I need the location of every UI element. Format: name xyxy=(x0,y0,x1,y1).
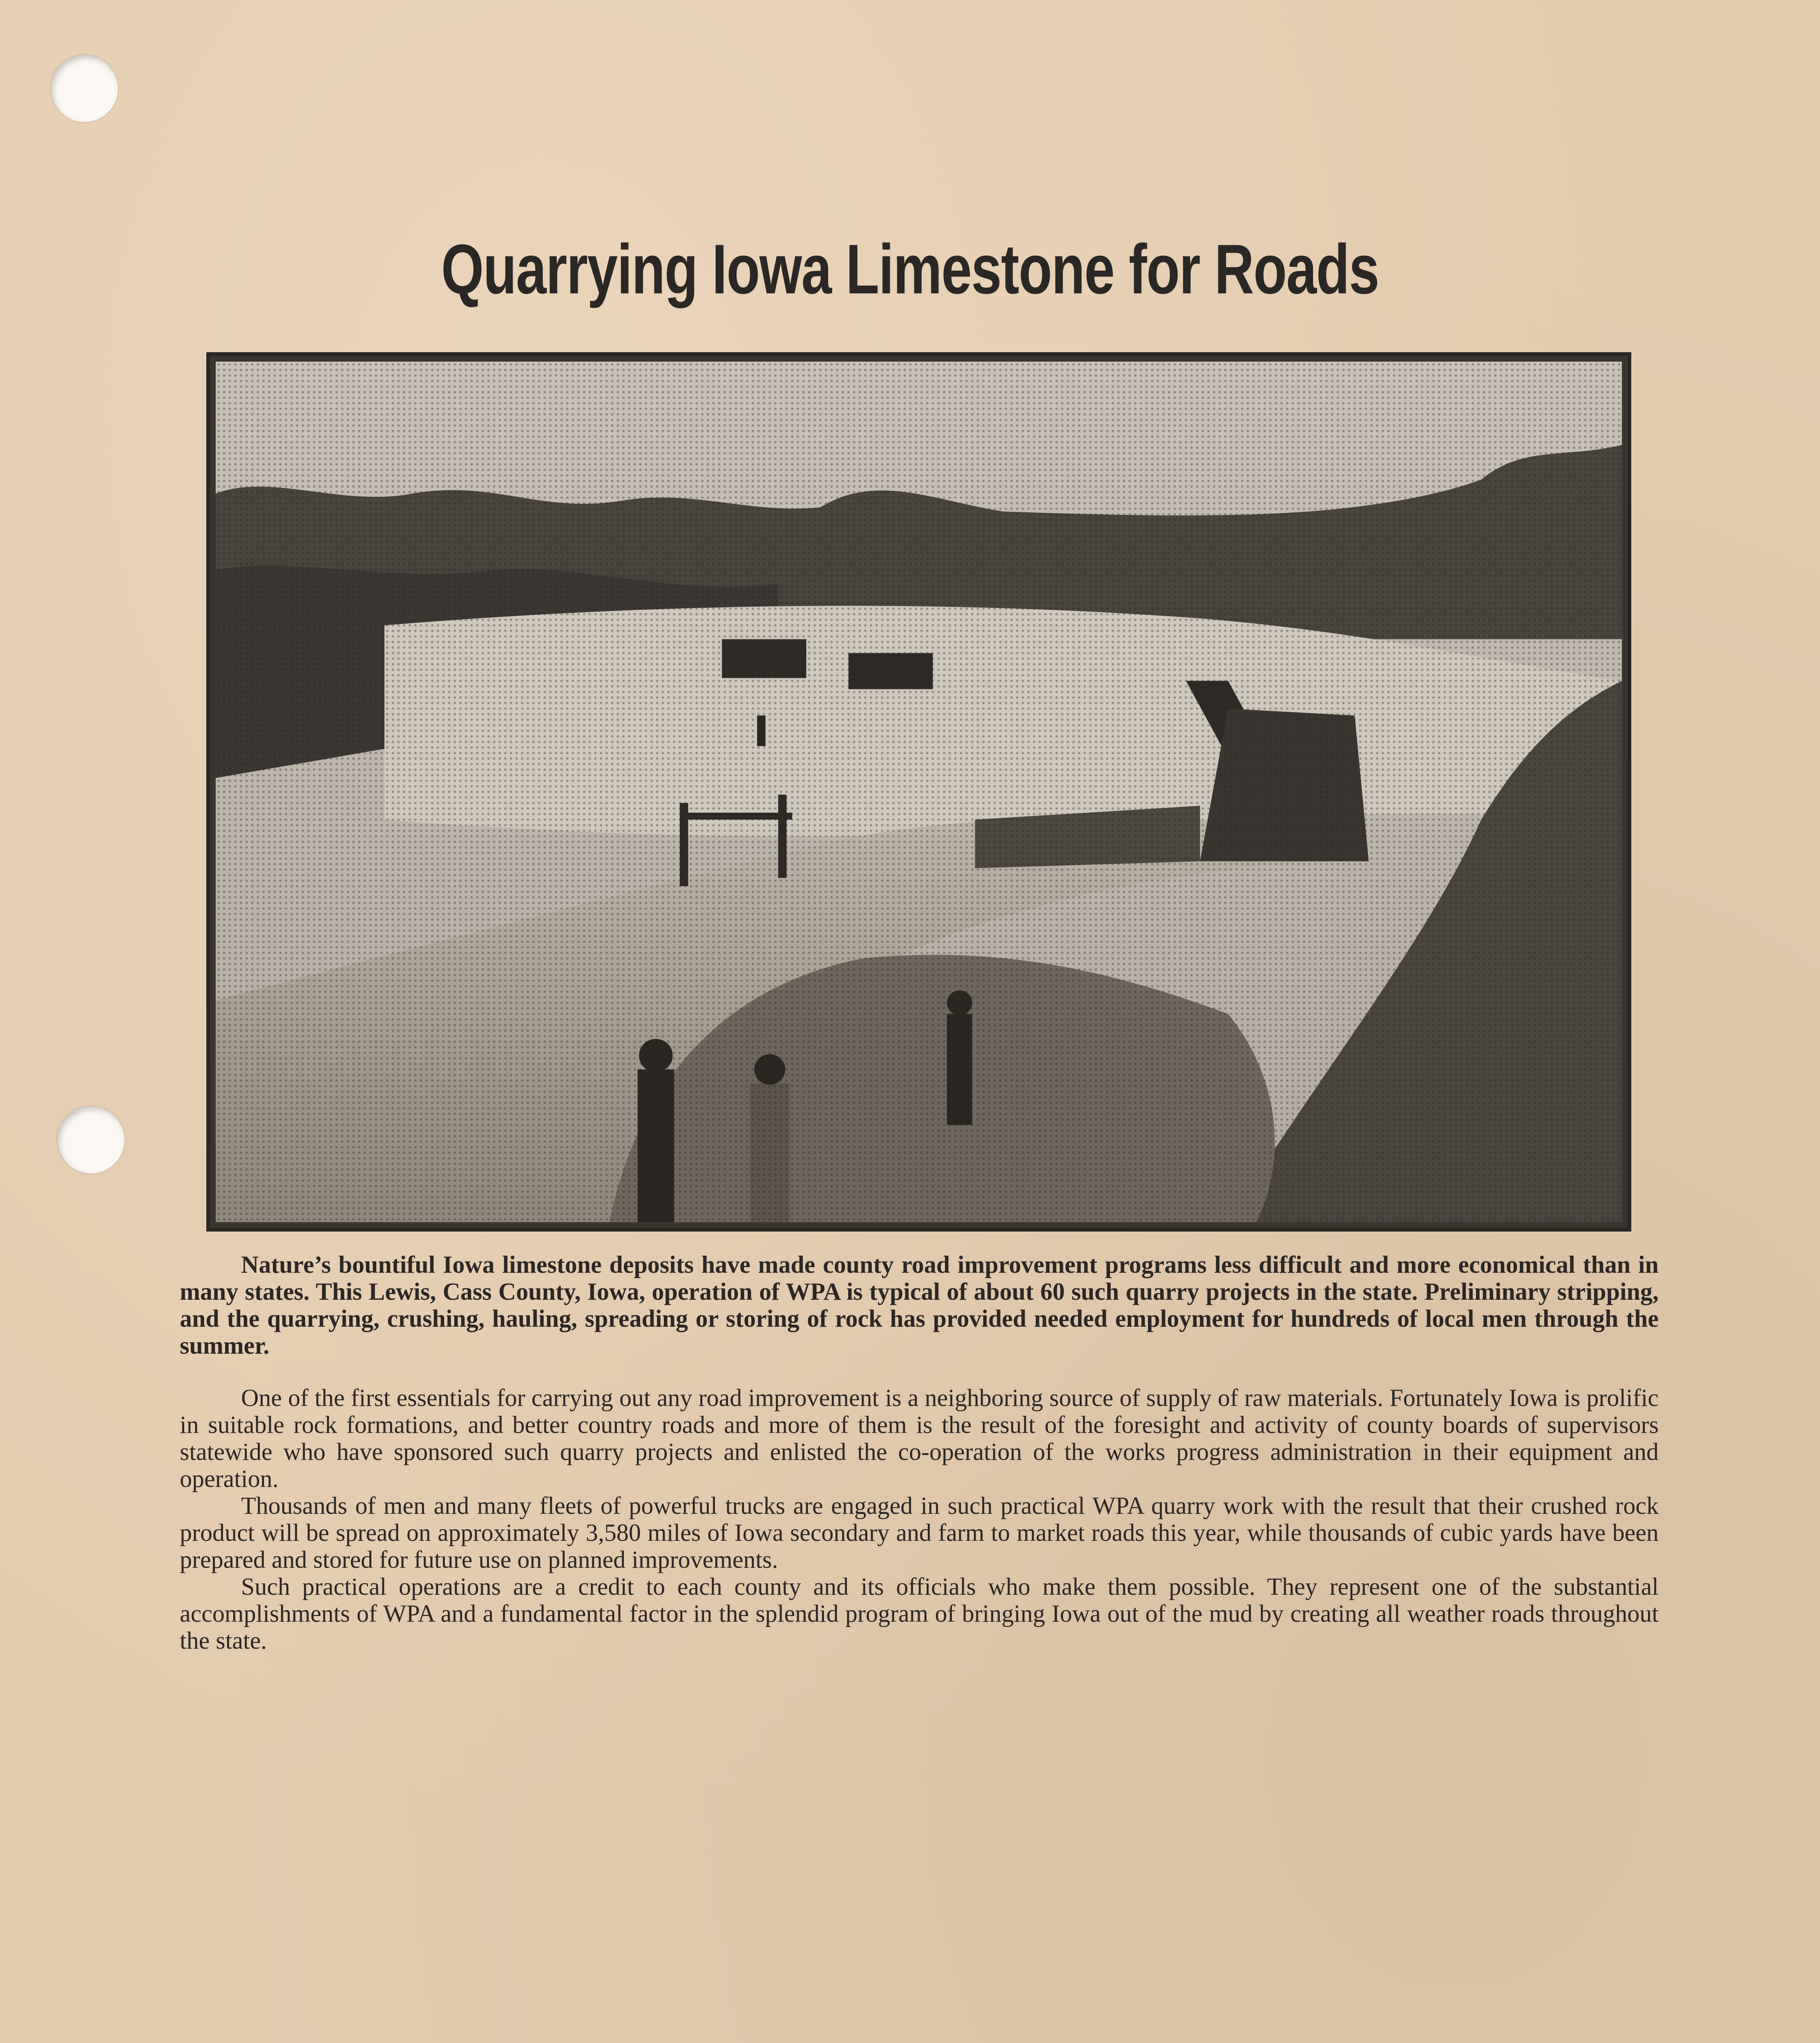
paragraph-trucks: Thousands of men and many fleets of powerful trucks are engaged in such practical WPA quarry work with the result that their crushed rock product will be spread on approximately 3,580 miles of Iowa secondary and farm to market roads this year, while thousands of cubic yards have been prepared and stored for future use on planned improvements. xyxy=(180,1492,1659,1573)
quarry-photograph xyxy=(206,352,1631,1232)
quarry-scene-image xyxy=(216,362,1622,1222)
paragraph-essentials: One of the first essentials for carrying out any road improvement is a neighboring source of supply of raw materials. Fortunately Iowa is prolific in suitable rock formations, and better country roads and more of them is the result of the foresight and activity of county boards of supervisors statewide who have sponsored such quarry projects and enlisted the co-operation of the works progress administration in their equipment and operation. xyxy=(180,1384,1659,1492)
paragraph-intro: Nature’s bountiful Iowa limestone deposits have made county road improvement programs less difficult and more economical than in many states. This Lewis, Cass County, Iowa, operation of WPA is typical of about 60 such quarry projects in the state. Preliminary stripping, and the quarrying, crushing, hauling, spreading or storing of rock has provided needed employment for hundreds of local men through the summer. xyxy=(180,1251,1659,1359)
punch-hole-bottom xyxy=(57,1106,125,1173)
paragraph-credit: Such practical operations are a credit to each county and its officials who make them possible. They represent one of the substantial accomplishments of WPA and a fundamental factor in the splendid program of bringing Iowa out of the mud by creating all weather roads throughout the state. xyxy=(180,1573,1659,1654)
article-body xyxy=(180,1251,1659,1654)
page-title: Quarrying Iowa Limestone for Roads xyxy=(441,230,1379,308)
punch-hole-top xyxy=(51,55,118,122)
